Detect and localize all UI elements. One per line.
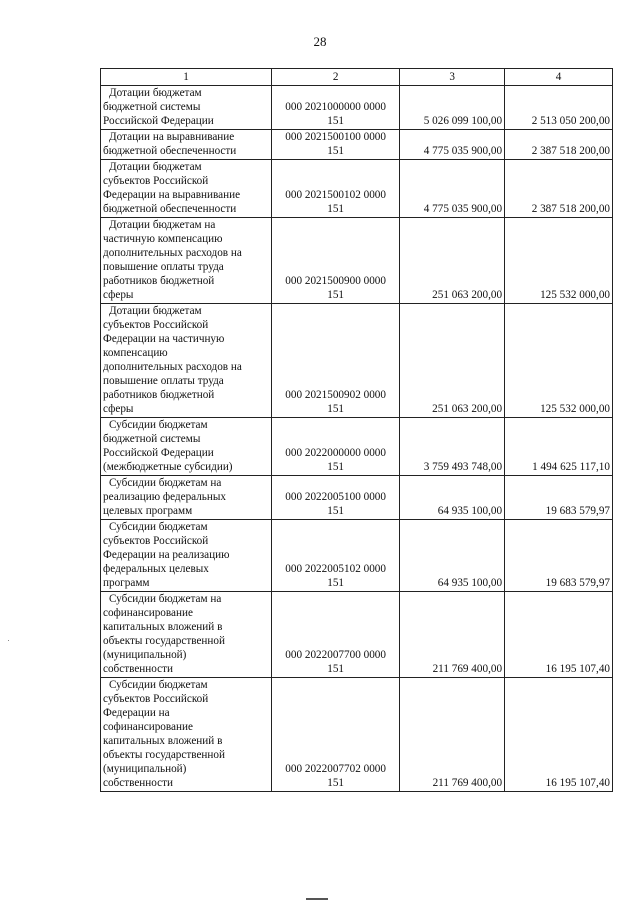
row-value-col3: 251 063 200,00 [400, 218, 505, 304]
row-name-line: Субсидии бюджетам на [109, 593, 222, 605]
row-name-line: Субсидии бюджетам [109, 679, 208, 691]
row-value-col3: 211 769 400,00 [400, 592, 505, 678]
row-name-line: капитальных вложений в [103, 621, 223, 633]
row-name-line: Субсидии бюджетам [109, 521, 208, 533]
row-code-line: 000 2022005102 0000 [285, 563, 386, 575]
row-name-cell [101, 418, 272, 476]
row-value-col4: 2 513 050 200,00 [505, 86, 613, 130]
row-code-line: 000 2021500900 0000 [285, 275, 386, 287]
row-name-line: капитальных вложений в [103, 735, 223, 747]
row-name-line: Российской Федерации [103, 447, 214, 459]
row-code-line: 151 [327, 777, 345, 789]
row-value-col3: 251 063 200,00 [400, 304, 505, 418]
page-number: 28 [313, 34, 327, 49]
row-name-line: Федерации на выравнивание [103, 189, 241, 201]
row-code-cell [272, 476, 400, 520]
row-name-line: объекты государственной [103, 635, 225, 647]
row-value-col3: 211 769 400,00 [400, 678, 505, 792]
row-code-line: 000 2022005100 0000 [285, 491, 386, 503]
table-row [101, 130, 613, 160]
row-value-col3: 3 759 493 748,00 [400, 418, 505, 476]
table-body [101, 86, 613, 792]
header-row [101, 69, 613, 86]
row-name-line: бюджетной системы [103, 433, 201, 445]
row-name-cell [101, 218, 272, 304]
row-name-line: Дотации бюджетам [109, 87, 202, 99]
row-name-line: Федерации на [103, 707, 170, 719]
row-value-col3: 64 935 100,00 [400, 520, 505, 592]
row-code-cell [272, 592, 400, 678]
row-name-line: дополнительных расходов на [103, 247, 242, 259]
row-code-cell [272, 218, 400, 304]
row-name-line: сферы [103, 289, 134, 301]
row-value-col3: 64 935 100,00 [400, 476, 505, 520]
table-row [101, 678, 613, 792]
row-name-line: работников бюджетной [103, 275, 215, 287]
row-name-line: Федерации на частичную [103, 333, 225, 345]
row-name-line: бюджетной системы [103, 101, 201, 113]
row-value-col4: 19 683 579,97 [505, 476, 613, 520]
row-value-col4: 16 195 107,40 [505, 678, 613, 792]
row-name-line: Дотации на выравнивание [109, 131, 235, 143]
row-code-line: 151 [327, 461, 345, 473]
row-name-line: объекты государственной [103, 749, 225, 761]
row-name-line: реализацию федеральных [103, 491, 227, 503]
row-code-line: 000 2022000000 0000 [285, 447, 386, 459]
table-row [101, 418, 613, 476]
row-value-col4: 125 532 000,00 [505, 218, 613, 304]
header-col-2: 2 [272, 69, 400, 86]
row-name-line: Субсидии бюджетам на [109, 477, 222, 489]
row-name-line: собственности [103, 663, 173, 675]
row-name-line: Федерации на реализацию [103, 549, 230, 561]
row-value-col4: 2 387 518 200,00 [505, 160, 613, 218]
row-name-line: (муниципальной) [103, 649, 187, 661]
row-name-line: повышение оплаты труда [103, 261, 224, 273]
row-code-cell [272, 418, 400, 476]
row-code-line: 151 [327, 663, 345, 675]
row-code-line: 151 [327, 145, 345, 157]
row-value-col4: 16 195 107,40 [505, 592, 613, 678]
row-code-line: 151 [327, 403, 345, 415]
header-col-1: 1 [101, 69, 272, 86]
row-name-cell [101, 592, 272, 678]
budget-revenue-table [100, 68, 613, 792]
row-name-cell [101, 520, 272, 592]
row-code-line: 000 2021500902 0000 [285, 389, 386, 401]
row-name-line: Российской Федерации [103, 115, 214, 127]
row-name-line: бюджетной обеспеченности [103, 145, 237, 157]
row-name-line: дополнительных расходов на [103, 361, 242, 373]
row-code-line: 151 [327, 505, 345, 517]
table-row [101, 86, 613, 130]
row-code-cell [272, 678, 400, 792]
table-row [101, 520, 613, 592]
row-name-line: Субсидии бюджетам [109, 419, 208, 431]
table-row [101, 592, 613, 678]
row-code-cell [272, 86, 400, 130]
row-code-cell [272, 160, 400, 218]
row-name-line: субъектов Российской [103, 175, 209, 187]
row-code-line: 000 2021500102 0000 [285, 189, 386, 201]
row-name-cell [101, 678, 272, 792]
row-name-cell [101, 476, 272, 520]
header-col-3: 3 [400, 69, 505, 86]
header-col-4: 4 [505, 69, 613, 86]
row-name-line: компенсацию [103, 347, 168, 359]
row-name-line: Дотации бюджетам [109, 305, 202, 317]
row-value-col4: 1 494 625 117,10 [505, 418, 613, 476]
row-name-line: сферы [103, 403, 134, 415]
row-name-line: (муниципальной) [103, 763, 187, 775]
row-name-cell [101, 130, 272, 160]
row-code-cell [272, 520, 400, 592]
row-name-line: программ [103, 577, 150, 589]
row-code-line: 151 [327, 577, 345, 589]
row-code-line: 000 2022007702 0000 [285, 763, 386, 775]
row-value-col4: 19 683 579,97 [505, 520, 613, 592]
scan-speck [8, 640, 9, 641]
table-header [101, 69, 613, 86]
row-name-line: софинансирование [103, 607, 193, 619]
footer-dash [306, 898, 328, 900]
row-name-cell [101, 86, 272, 130]
row-name-line: частичную компенсацию [103, 233, 223, 245]
row-name-line: Дотации бюджетам на [109, 219, 216, 231]
row-value-col3: 4 775 035 900,00 [400, 160, 505, 218]
row-value-col4: 125 532 000,00 [505, 304, 613, 418]
row-code-line: 000 2021000000 0000 [285, 101, 386, 113]
row-value-col4: 2 387 518 200,00 [505, 130, 613, 160]
row-name-cell [101, 160, 272, 218]
row-name-cell [101, 304, 272, 418]
row-name-line: (межбюджетные субсидии) [103, 461, 233, 473]
row-name-line: повышение оплаты труда [103, 375, 224, 387]
row-code-cell [272, 304, 400, 418]
row-code-line: 000 2022007700 0000 [285, 649, 386, 661]
row-code-line: 151 [327, 115, 345, 127]
table-row [101, 476, 613, 520]
row-name-line: федеральных целевых [103, 563, 209, 575]
row-code-line: 000 2021500100 0000 [285, 131, 386, 143]
row-name-line: субъектов Российской [103, 319, 209, 331]
row-name-line: субъектов Российской [103, 693, 209, 705]
row-value-col3: 4 775 035 900,00 [400, 130, 505, 160]
row-value-col3: 5 026 099 100,00 [400, 86, 505, 130]
row-name-line: собственности [103, 777, 173, 789]
table-row [101, 160, 613, 218]
table-row [101, 304, 613, 418]
row-name-line: целевых программ [103, 505, 193, 517]
row-name-line: Дотации бюджетам [109, 161, 202, 173]
row-code-line: 151 [327, 203, 345, 215]
row-name-line: софинансирование [103, 721, 193, 733]
row-code-line: 151 [327, 289, 345, 301]
row-name-line: работников бюджетной [103, 389, 215, 401]
row-name-line: бюджетной обеспеченности [103, 203, 237, 215]
row-code-cell [272, 130, 400, 160]
table-row [101, 218, 613, 304]
row-name-line: субъектов Российской [103, 535, 209, 547]
